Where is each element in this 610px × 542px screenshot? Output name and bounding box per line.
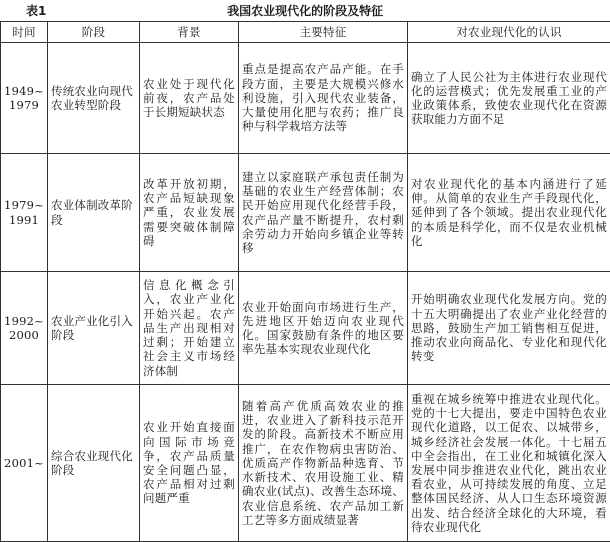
cell-features: 农业开始面向市场进行生产，先进地区开始迈向农业现代化。国家鼓励有条件的地区要率先基本实现农业现代化: [239, 272, 408, 385]
cell-background: 信息化概念引入，农业产业化开始兴起。农产品生产出现相对过剩；开始建立社会主义市场经济体制: [140, 272, 239, 385]
table-caption: [0, 0, 610, 21]
cell-stage: 传统农业向现代农业转型阶段: [48, 43, 140, 154]
cell-stage: 农业产业化引入阶段: [48, 272, 140, 385]
cell-understanding: 确立了人民公社为主体进行农业现代化的运营模式；优先发展重工业的产业政策体系，致使农业现代化在资源获取能力方面不足: [408, 43, 610, 154]
cell-understanding: 对农业现代化的基本内涵进行了延伸。从简单的农业生产手段现代化，延伸到了各个领域。提出农业现代化的本质是科学化，而不仅是农业机械化: [408, 154, 610, 272]
cell-time: 1992~ 2000: [1, 272, 48, 385]
header-background: 背景: [140, 22, 239, 43]
modernization-stages-table: [0, 21, 610, 542]
cell-stage: 综合农业现代化阶段: [48, 385, 140, 542]
cell-time: 2001~: [1, 385, 48, 542]
cell-features: 重点是提高农产品产能。在手段方面，主要是大规模兴修水利设施，引入现代农业装备，大量使用化肥与农药；推广良种与科学栽培方法等: [239, 43, 408, 154]
cell-time: 1979~ 1991: [1, 154, 48, 272]
header-features: 主要特征: [239, 22, 408, 43]
table-title: 我国农业现代化的阶段及特征: [46, 2, 610, 19]
header-stage: 阶段: [48, 22, 140, 43]
cell-background: 改革开放初期，农产品短缺现象严重，农业发展需要突破体制障碍: [140, 154, 239, 272]
cell-stage: 农业体制改革阶段: [48, 154, 140, 272]
table-row: [1, 385, 610, 542]
table-row: [1, 272, 610, 385]
cell-background: 农业开始直接面向国际市场竞争，农产品质量安全问题凸显，农产品相对过剩问题严重: [140, 385, 239, 542]
cell-understanding: 开始明确农业现代化发展方向。党的十五大明确提出了农业产业化经营的思路，鼓励生产加工销售相互促进，推动农业向商品化、专业化和现代化转变: [408, 272, 610, 385]
header-understanding: 对农业现代化的认识: [408, 22, 610, 43]
header-time: 时间: [1, 22, 48, 43]
cell-understanding: 重视在城乡统筹中推进农业现代化。党的十七大提出，要走中国特色农业现代化道路，以工促农、以城带乡，城乡经济社会发展一体化。十七届五中全会指出，在工业化和城镇化深入发展中同步推进农业代化，跳出农业看农业，从可持续发展的角度、立足整体国民经济、从人口生态环境资源出发、结合经济全球化的大环境，看待农业现代化: [408, 385, 610, 542]
cell-time: 1949~ 1979: [1, 43, 48, 154]
cell-features: 随着高产优质高效农业的推进，农业进入了新科技示范开发的阶段。高新技术不断应用推广，在农作物病虫害防治、优质高产作物新品种选育、节水新技术、农用设施工业、精确农业(试点)、改善生态环境、农业信息系统、农产品加工新工艺等多方面成绩显著: [239, 385, 408, 542]
table-row: [1, 43, 610, 154]
table-label: 表1: [26, 2, 46, 19]
cell-background: 农业处于现代化前夜，农产品处于长期短缺状态: [140, 43, 239, 154]
cell-features: 建立以家庭联产承包责任制为基础的农业生产经营体制；农民开始应用现代化经营手段，农产品产量不断提升，农村剩余劳动力开始向乡镇企业等转移: [239, 154, 408, 272]
table-row: [1, 154, 610, 272]
header-row: [1, 22, 610, 43]
